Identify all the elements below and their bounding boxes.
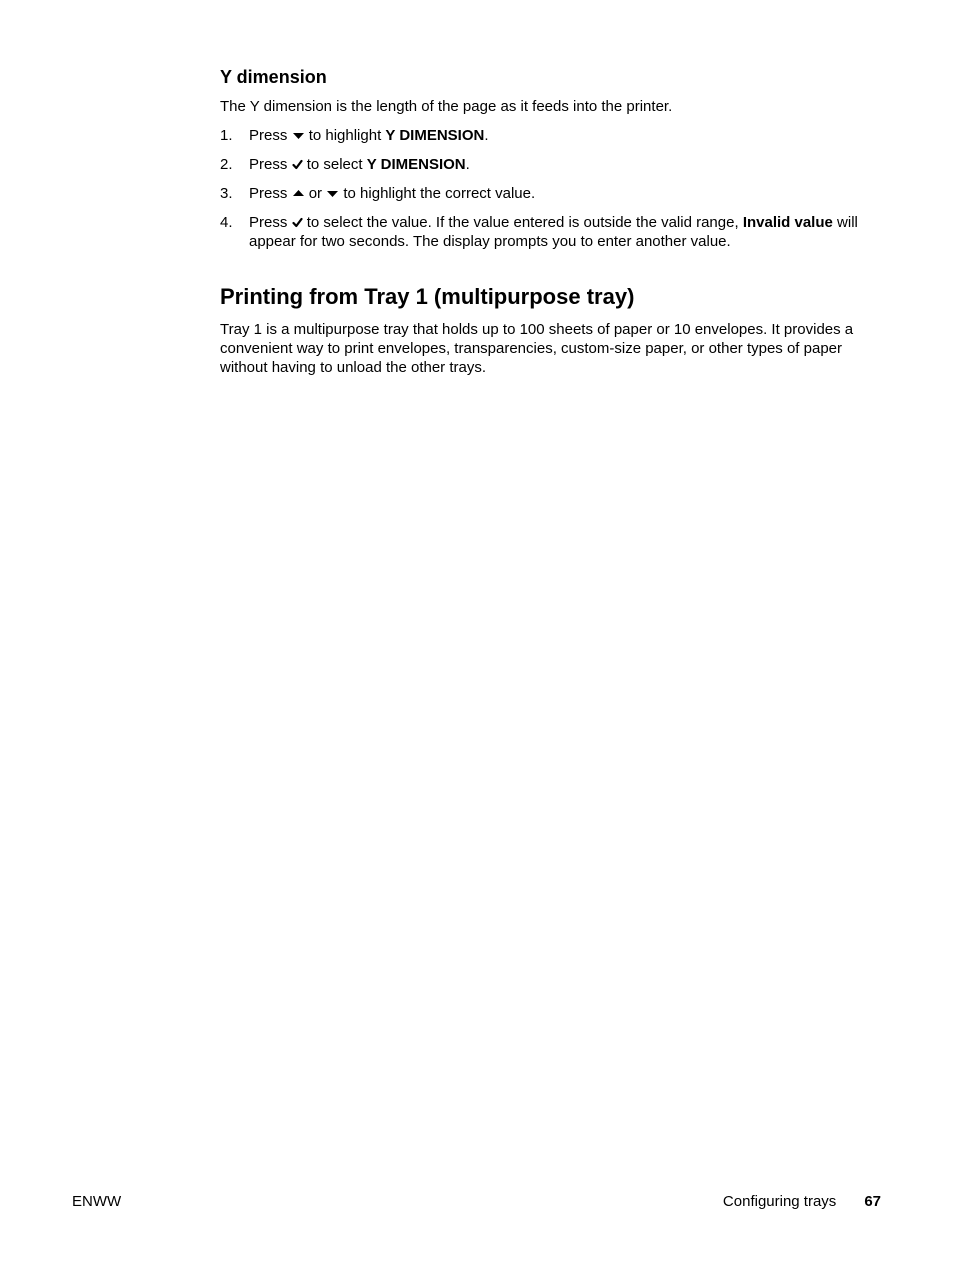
step-number: 3. xyxy=(220,185,233,202)
tray1-heading: Printing from Tray 1 (multipurpose tray) xyxy=(220,284,635,309)
press-text: Press xyxy=(249,127,288,144)
step-text: to select the value. If the value entered is outside the valid range, xyxy=(306,214,739,231)
step-text: to select xyxy=(306,156,363,173)
step-number: 2. xyxy=(220,156,233,173)
step-after-text: will appear for two seconds. The display prompts you to enter another value. xyxy=(249,214,858,250)
press-text: Press xyxy=(249,214,288,231)
step-3 xyxy=(220,184,880,203)
step-bold-term: Y DIMENSION xyxy=(385,127,485,144)
y-dimension-intro: The Y dimension is the length of the page as it feeds into the printer. xyxy=(220,98,673,115)
step-end: . xyxy=(465,156,470,173)
y-dimension-heading: Y dimension xyxy=(220,67,327,87)
up-arrow-icon xyxy=(292,189,305,198)
press-text: Press xyxy=(249,185,288,202)
checkmark-icon xyxy=(292,159,303,170)
checkmark-icon xyxy=(292,217,303,228)
footer-section-title: Configuring trays xyxy=(722,1193,837,1210)
step-4 xyxy=(220,213,880,251)
footer-right xyxy=(723,1192,881,1211)
down-arrow-icon xyxy=(326,189,339,198)
step-bold-term: Invalid value xyxy=(742,214,833,231)
step-bold-term: Y DIMENSION xyxy=(366,156,466,173)
page-content xyxy=(220,66,880,377)
footer-left-label: ENWW xyxy=(72,1193,122,1210)
down-arrow-icon xyxy=(292,131,305,140)
step-2 xyxy=(220,155,880,174)
step-number: 1. xyxy=(220,127,233,144)
tray1-body: Tray 1 is a multipurpose tray that holds up to 100 sheets of paper or 10 envelopes. It provides a convenient way to print envelopes, transparencies, custom-size paper, or other types of paper without having to unload the other trays. xyxy=(220,321,854,376)
step-text: to highlight the correct value. xyxy=(343,185,536,202)
or-text: or xyxy=(308,185,323,202)
step-text: to highlight xyxy=(308,127,382,144)
step-end: . xyxy=(484,127,489,144)
page-number: 67 xyxy=(864,1193,881,1210)
press-text: Press xyxy=(249,156,288,173)
step-number: 4. xyxy=(220,214,233,231)
y-dimension-steps xyxy=(220,126,880,251)
step-1 xyxy=(220,126,880,145)
